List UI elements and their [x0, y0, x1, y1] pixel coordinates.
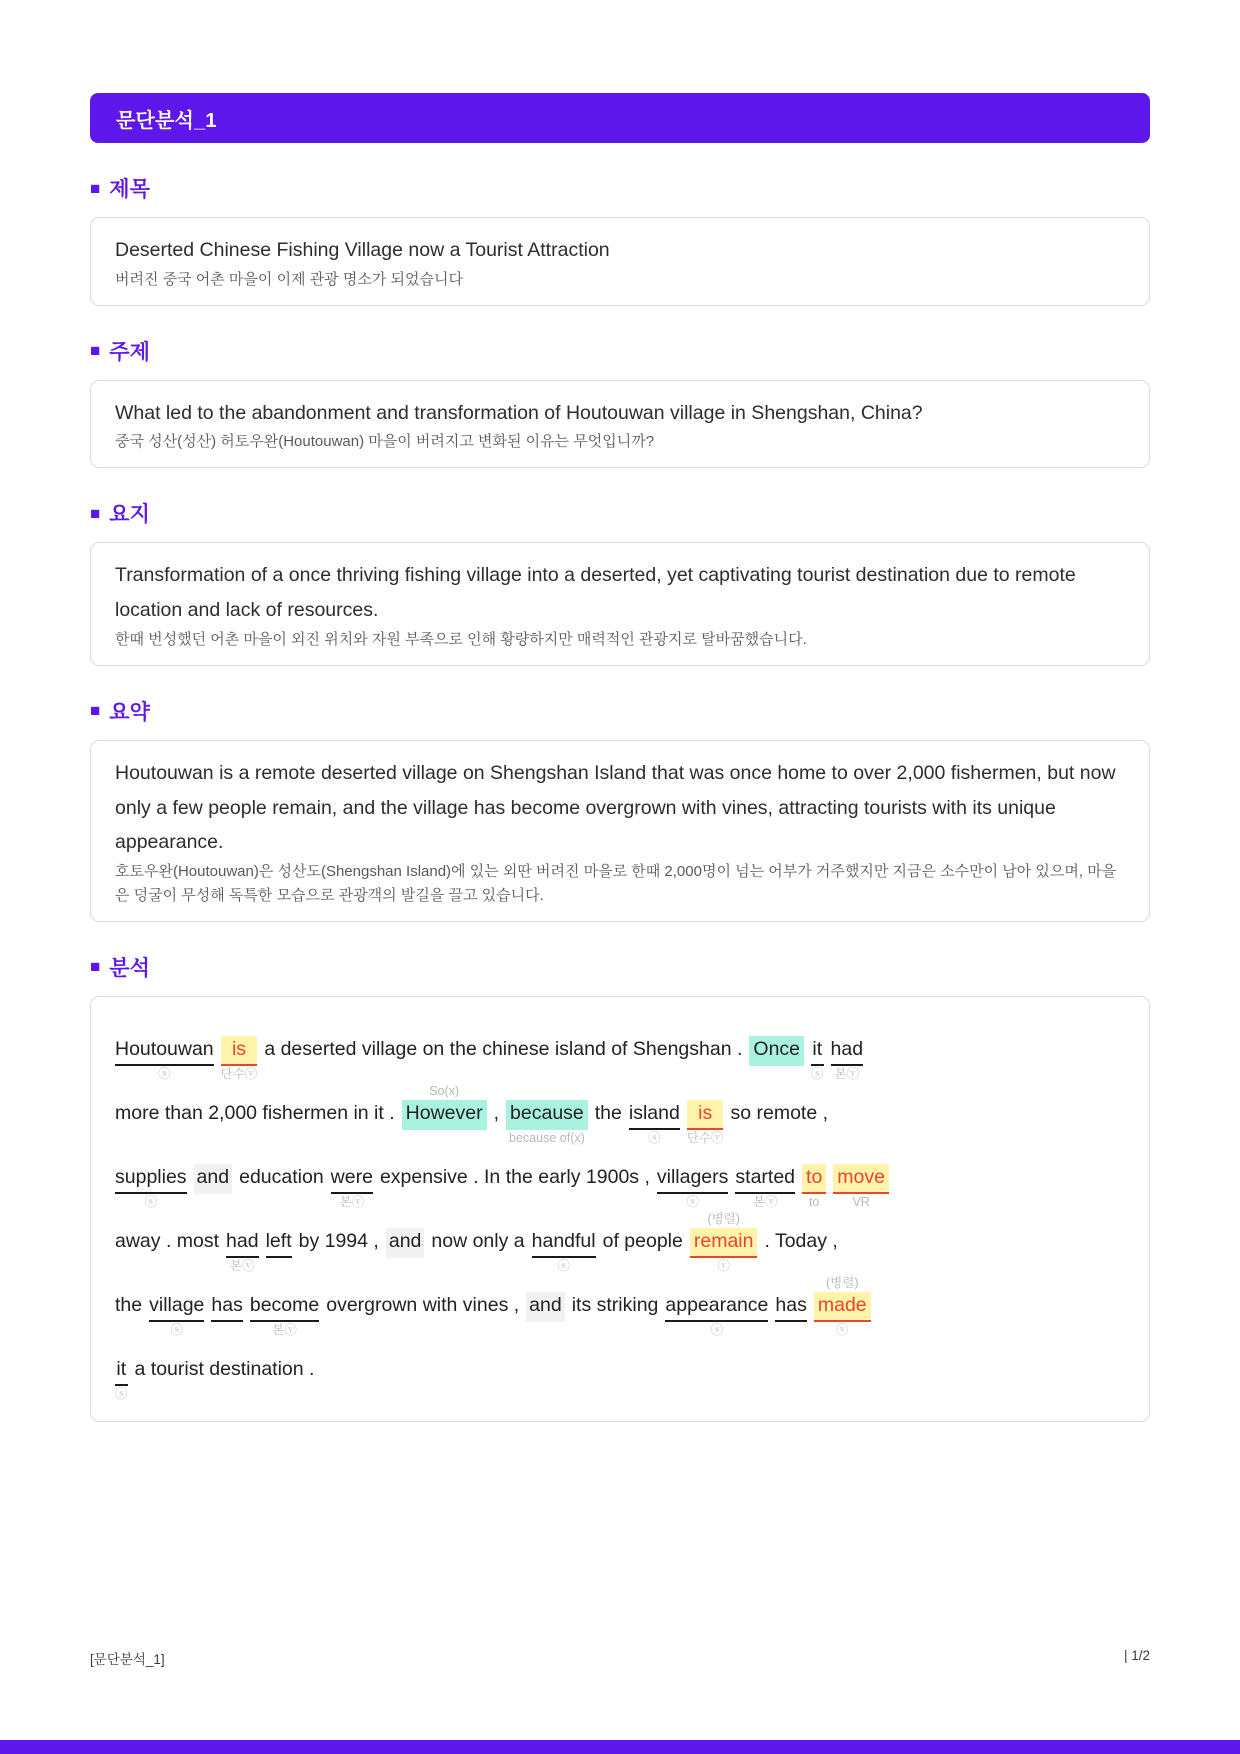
- grammar-annotation-above: [221, 1019, 258, 1036]
- grammar-annotation-above: [764, 1211, 837, 1228]
- grammar-annotation-above: [115, 1211, 219, 1228]
- analysis-word: . Today ,: [764, 1229, 838, 1252]
- analysis-word: a tourist destination .: [134, 1357, 315, 1380]
- page-title: 문단분석_1: [116, 109, 217, 132]
- grammar-annotation-above: [250, 1275, 319, 1292]
- grammar-annotation-below: [326, 1322, 519, 1339]
- analysis-word: However: [402, 1100, 487, 1130]
- grammar-annotation-below: [239, 1194, 324, 1211]
- analysis-token: [250, 1275, 319, 1339]
- grammar-annotation-below: [431, 1258, 524, 1275]
- grammar-annotation-above: [115, 1083, 395, 1100]
- grammar-annotation-above: [687, 1083, 724, 1100]
- square-bullet-icon: ■: [90, 178, 101, 198]
- analysis-token: [665, 1275, 768, 1339]
- grammar-annotation-below: ⓢ: [557, 1258, 570, 1273]
- analysis-word: become: [250, 1292, 319, 1322]
- grammar-annotation-below: ⓢ: [170, 1322, 184, 1337]
- grammar-annotation-above: [380, 1147, 650, 1164]
- grammar-annotation-above: [735, 1147, 795, 1164]
- analysis-token: [749, 1019, 804, 1083]
- analysis-word: to: [802, 1164, 826, 1194]
- grammar-annotation-below: 본ⓥ: [834, 1066, 860, 1081]
- gist-english-text: Transformation of a once thriving fishing village into a deserted, yet captivating tourist destination due to remote location and lack of resources.: [115, 564, 1076, 622]
- grammar-annotation-below: [266, 1258, 292, 1275]
- analysis-word: and: [526, 1292, 565, 1322]
- analysis-token: [115, 1019, 214, 1083]
- analysis-token: [331, 1147, 373, 1211]
- analysis-token: [603, 1211, 683, 1275]
- grammar-annotation-below: ⓢ: [115, 1386, 128, 1401]
- analysis-word: expensive . In the early 1900s ,: [379, 1165, 650, 1188]
- footer-page-number: | 1/2: [1123, 1648, 1150, 1663]
- grammar-annotation-below: ⓥ: [835, 1322, 849, 1337]
- square-bullet-icon: ■: [90, 341, 101, 361]
- analysis-word: appearance: [665, 1292, 768, 1322]
- grammar-annotation-below: [115, 1322, 142, 1339]
- gist-card: [90, 542, 1150, 665]
- grammar-annotation-above: [595, 1083, 622, 1100]
- square-bullet-icon: ■: [90, 503, 101, 523]
- analysis-line: [115, 1211, 1125, 1275]
- analysis-token: [226, 1211, 259, 1275]
- summary-card: [90, 740, 1150, 922]
- square-bullet-icon: ■: [90, 957, 101, 977]
- analysis-token: [211, 1275, 242, 1339]
- section-heading-label: 주제: [109, 340, 150, 364]
- grammar-annotation-above: [665, 1275, 768, 1292]
- analysis-word: has: [775, 1292, 806, 1322]
- summary-english-text: Houtouwan is a remote deserted village on Shengshan Island that was once home to over 2,000 fishermen, but now only a few people remain, and the village has become overgrown with vines, attracting tourists with its unique appearance.: [115, 761, 1116, 854]
- analysis-word: had: [226, 1228, 259, 1258]
- grammar-annotation-above: [135, 1339, 315, 1356]
- analysis-word: started: [735, 1164, 795, 1194]
- analysis-token: [775, 1275, 806, 1339]
- analysis-token: [431, 1211, 524, 1275]
- analysis-word: now only a: [431, 1229, 525, 1252]
- analysis-token: [764, 1211, 837, 1275]
- grammar-annotation-below: 단수ⓥ: [220, 1066, 258, 1081]
- analysis-word: is: [221, 1036, 258, 1066]
- analysis-word: it: [811, 1036, 824, 1066]
- topic-english-text: What led to the abandonment and transformation of Houtouwan village in Shengshan, China?: [115, 401, 923, 424]
- grammar-annotation-above: [494, 1083, 499, 1100]
- grammar-annotation-above: [226, 1211, 259, 1228]
- grammar-annotation-below: [264, 1066, 742, 1083]
- grammar-annotation-above: [775, 1275, 806, 1292]
- analysis-token: [831, 1019, 864, 1083]
- analysis-word: supplies: [115, 1164, 187, 1194]
- analysis-token: [629, 1083, 680, 1147]
- grammar-annotation-below: to: [808, 1194, 820, 1209]
- analysis-word: move: [833, 1164, 889, 1194]
- topic-korean-text: 중국 성산(성산) 허토우완(Houtouwan) 마을이 버려지고 변화된 이유는 무엇입니까?: [115, 433, 655, 451]
- grammar-annotation-below: 본ⓥ: [752, 1194, 778, 1209]
- grammar-annotation-above: [266, 1211, 292, 1228]
- grammar-annotation-above: [831, 1019, 864, 1036]
- analysis-word: by 1994 ,: [298, 1229, 379, 1252]
- grammar-annotation-below: ⓢ: [710, 1322, 724, 1337]
- analysis-token: [595, 1083, 622, 1147]
- analysis-token: [814, 1275, 871, 1339]
- grammar-annotation-below: [115, 1258, 219, 1275]
- grammar-annotation-above: [657, 1147, 729, 1164]
- grammar-annotation-below: because of(x): [509, 1130, 585, 1145]
- analysis-token: [811, 1019, 824, 1083]
- grammar-annotation-above: [749, 1019, 804, 1036]
- grammar-annotation-above: [730, 1083, 828, 1100]
- analysis-word: away . most: [115, 1229, 220, 1252]
- section-heading-label: 제목: [109, 178, 150, 201]
- analysis-word: the: [594, 1101, 622, 1124]
- analysis-token: [402, 1083, 487, 1147]
- grammar-annotation-above: [629, 1083, 680, 1100]
- analysis-token: [194, 1147, 233, 1211]
- analysis-line: [115, 1275, 1125, 1339]
- analysis-word: had: [831, 1036, 864, 1066]
- analysis-word: and: [194, 1164, 233, 1194]
- grammar-annotation-below: [595, 1130, 622, 1147]
- grammar-annotation-below: [526, 1322, 565, 1339]
- bottom-accent-bar: [0, 1740, 1240, 1754]
- grammar-annotation-above: [115, 1147, 187, 1164]
- analysis-word: left: [266, 1228, 292, 1258]
- analysis-word: of people: [602, 1229, 683, 1252]
- grammar-annotation-above: (병렬): [826, 1275, 859, 1290]
- analysis-token: [149, 1275, 204, 1339]
- section-heading-label: 분석: [109, 956, 150, 980]
- grammar-annotation-below: [402, 1130, 487, 1147]
- grammar-annotation-above: [239, 1147, 324, 1164]
- page-header-bar: [90, 93, 1150, 143]
- grammar-annotation-above: [115, 1339, 128, 1356]
- grammar-annotation-below: [386, 1258, 425, 1275]
- analysis-token: [833, 1147, 889, 1211]
- analysis-word: it: [115, 1356, 128, 1386]
- analysis-token: [802, 1147, 826, 1211]
- grammar-annotation-below: [603, 1258, 683, 1275]
- analysis-word: and: [386, 1228, 425, 1258]
- analysis-word: island: [629, 1100, 680, 1130]
- grammar-annotation-above: [264, 1019, 742, 1036]
- section-heading-summary: [90, 696, 1150, 726]
- analysis-token: [299, 1211, 379, 1275]
- title-card: [90, 217, 1150, 306]
- analysis-token: [115, 1083, 395, 1147]
- grammar-annotation-below: ⓢ: [686, 1194, 699, 1209]
- analysis-token: [221, 1019, 258, 1083]
- grammar-annotation-below: 본ⓥ: [230, 1258, 255, 1273]
- analysis-word: village: [149, 1292, 204, 1322]
- analysis-word: were: [331, 1164, 373, 1194]
- grammar-annotation-below: [211, 1322, 242, 1339]
- analysis-token: [326, 1275, 519, 1339]
- analysis-token: [730, 1083, 828, 1147]
- analysis-word: more than 2,000 fishermen in it .: [115, 1101, 395, 1124]
- analysis-token: [735, 1147, 795, 1211]
- analysis-word: education: [239, 1165, 324, 1188]
- analysis-token: [386, 1211, 425, 1275]
- analysis-word: a deserted village on the chinese island of Shengshan .: [264, 1037, 743, 1060]
- analysis-word: remain: [690, 1228, 758, 1258]
- gist-korean-text: 한때 번성했던 어촌 마을이 외진 위치와 자원 부족으로 인해 황량하지만 매력적인 관광지로 탈바꿈했습니다.: [115, 630, 807, 648]
- grammar-annotation-below: ⓥ: [717, 1258, 730, 1273]
- section-heading-topic: [90, 336, 1150, 366]
- grammar-annotation-above: [572, 1275, 659, 1292]
- analysis-word: handful: [532, 1228, 596, 1258]
- grammar-annotation-below: [115, 1130, 395, 1147]
- grammar-annotation-below: [194, 1194, 233, 1211]
- analysis-token: [526, 1275, 565, 1339]
- grammar-annotation-below: ⓢ: [144, 1194, 158, 1209]
- analysis-token: [115, 1147, 187, 1211]
- analysis-word: Once: [749, 1036, 804, 1066]
- grammar-annotation-above: [331, 1147, 373, 1164]
- grammar-annotation-below: [749, 1066, 804, 1083]
- title-english-text: Deserted Chinese Fishing Village now a Tourist Attraction: [115, 239, 610, 261]
- analysis-line: [115, 1083, 1125, 1147]
- analysis-line: [115, 1147, 1125, 1211]
- grammar-annotation-above: [386, 1211, 425, 1228]
- grammar-annotation-below: ⓢ: [648, 1130, 661, 1145]
- grammar-annotation-below: ⓢ: [158, 1066, 171, 1081]
- grammar-annotation-below: 본ⓥ: [272, 1322, 297, 1337]
- grammar-annotation-below: [135, 1386, 315, 1403]
- grammar-annotation-below: [730, 1130, 828, 1147]
- grammar-annotation-below: [299, 1258, 379, 1275]
- section-heading-title: [90, 173, 1150, 203]
- grammar-annotation-above: [506, 1083, 588, 1100]
- grammar-annotation-above: [802, 1147, 826, 1164]
- analysis-token: [506, 1083, 588, 1147]
- analysis-lines: [115, 1019, 1125, 1403]
- grammar-annotation-below: [775, 1322, 806, 1339]
- analysis-token: [657, 1147, 729, 1211]
- square-bullet-icon: ■: [90, 701, 101, 721]
- analysis-word: overgrown with vines ,: [326, 1293, 520, 1316]
- section-heading-gist: [90, 498, 1150, 528]
- analysis-word: its striking: [571, 1293, 659, 1316]
- title-korean-text: 버려진 중국 어촌 마을이 이제 관광 명소가 되었습니다: [115, 270, 463, 288]
- analysis-word: villagers: [657, 1164, 729, 1194]
- grammar-annotation-above: [194, 1147, 233, 1164]
- footer-left-label: [문단분석_1]: [90, 1652, 165, 1667]
- grammar-annotation-below: [572, 1322, 659, 1339]
- section-heading-label: 요지: [109, 503, 150, 527]
- grammar-annotation-above: [115, 1019, 214, 1036]
- analysis-word: has: [211, 1292, 242, 1322]
- grammar-annotation-above: [603, 1211, 683, 1228]
- summary-korean-text: 호토우완(Houtouwan)은 성산도(Shengshan Island)에 있는 외딴 버려진 마을로 한때 2,000명이 넘는 어부가 거주했지만 지금은 소수만이 남아 있으며, 마을은 덩굴이 무성해 독특한 모습으로 관광객의 발길을 끌고 있습니다.: [115, 862, 1117, 904]
- section-heading-label: 요약: [109, 700, 150, 724]
- grammar-annotation-above: [526, 1275, 565, 1292]
- grammar-annotation-above: [811, 1019, 824, 1036]
- grammar-annotation-above: [326, 1275, 519, 1292]
- section-heading-analysis: [90, 952, 1150, 982]
- grammar-annotation-above: [299, 1211, 379, 1228]
- grammar-annotation-above: [211, 1275, 242, 1292]
- analysis-word: Houtouwan: [115, 1036, 214, 1066]
- analysis-line: [115, 1019, 1125, 1083]
- analysis-token: [690, 1211, 758, 1275]
- grammar-annotation-below: ⓢ: [811, 1066, 824, 1081]
- analysis-token: [115, 1275, 142, 1339]
- analysis-word: is: [687, 1100, 724, 1130]
- grammar-annotation-above: [833, 1147, 889, 1164]
- analysis-token: [239, 1147, 324, 1211]
- analysis-token: [266, 1211, 292, 1275]
- analysis-token: [494, 1083, 499, 1147]
- analysis-word: so remote ,: [730, 1101, 829, 1124]
- analysis-word: made: [814, 1292, 871, 1322]
- grammar-annotation-below: 본ⓥ: [339, 1194, 365, 1209]
- grammar-annotation-below: VR: [852, 1194, 870, 1209]
- grammar-annotation-above: [532, 1211, 596, 1228]
- analysis-card: [90, 996, 1150, 1422]
- analysis-token: [572, 1275, 659, 1339]
- grammar-annotation-below: [494, 1130, 499, 1147]
- grammar-annotation-below: 단수ⓥ: [686, 1130, 724, 1145]
- analysis-token: [380, 1147, 650, 1211]
- page-footer: [90, 1648, 1150, 1668]
- analysis-token: [135, 1339, 315, 1403]
- analysis-token: [115, 1339, 128, 1403]
- analysis-line: [115, 1339, 1125, 1403]
- grammar-annotation-above: [115, 1275, 142, 1292]
- analysis-word: because: [506, 1100, 588, 1130]
- analysis-token: [687, 1083, 724, 1147]
- grammar-annotation-above: [431, 1211, 524, 1228]
- analysis-token: [264, 1019, 742, 1083]
- grammar-annotation-above: [149, 1275, 204, 1292]
- analysis-token: [532, 1211, 596, 1275]
- analysis-word: ,: [493, 1101, 500, 1124]
- grammar-annotation-below: [764, 1258, 837, 1275]
- analysis-word: the: [115, 1293, 143, 1316]
- analysis-token: [115, 1211, 219, 1275]
- grammar-annotation-below: [380, 1194, 650, 1211]
- grammar-annotation-above: So(x): [429, 1083, 460, 1098]
- grammar-annotation-above: (병렬): [707, 1211, 740, 1226]
- topic-card: [90, 380, 1150, 469]
